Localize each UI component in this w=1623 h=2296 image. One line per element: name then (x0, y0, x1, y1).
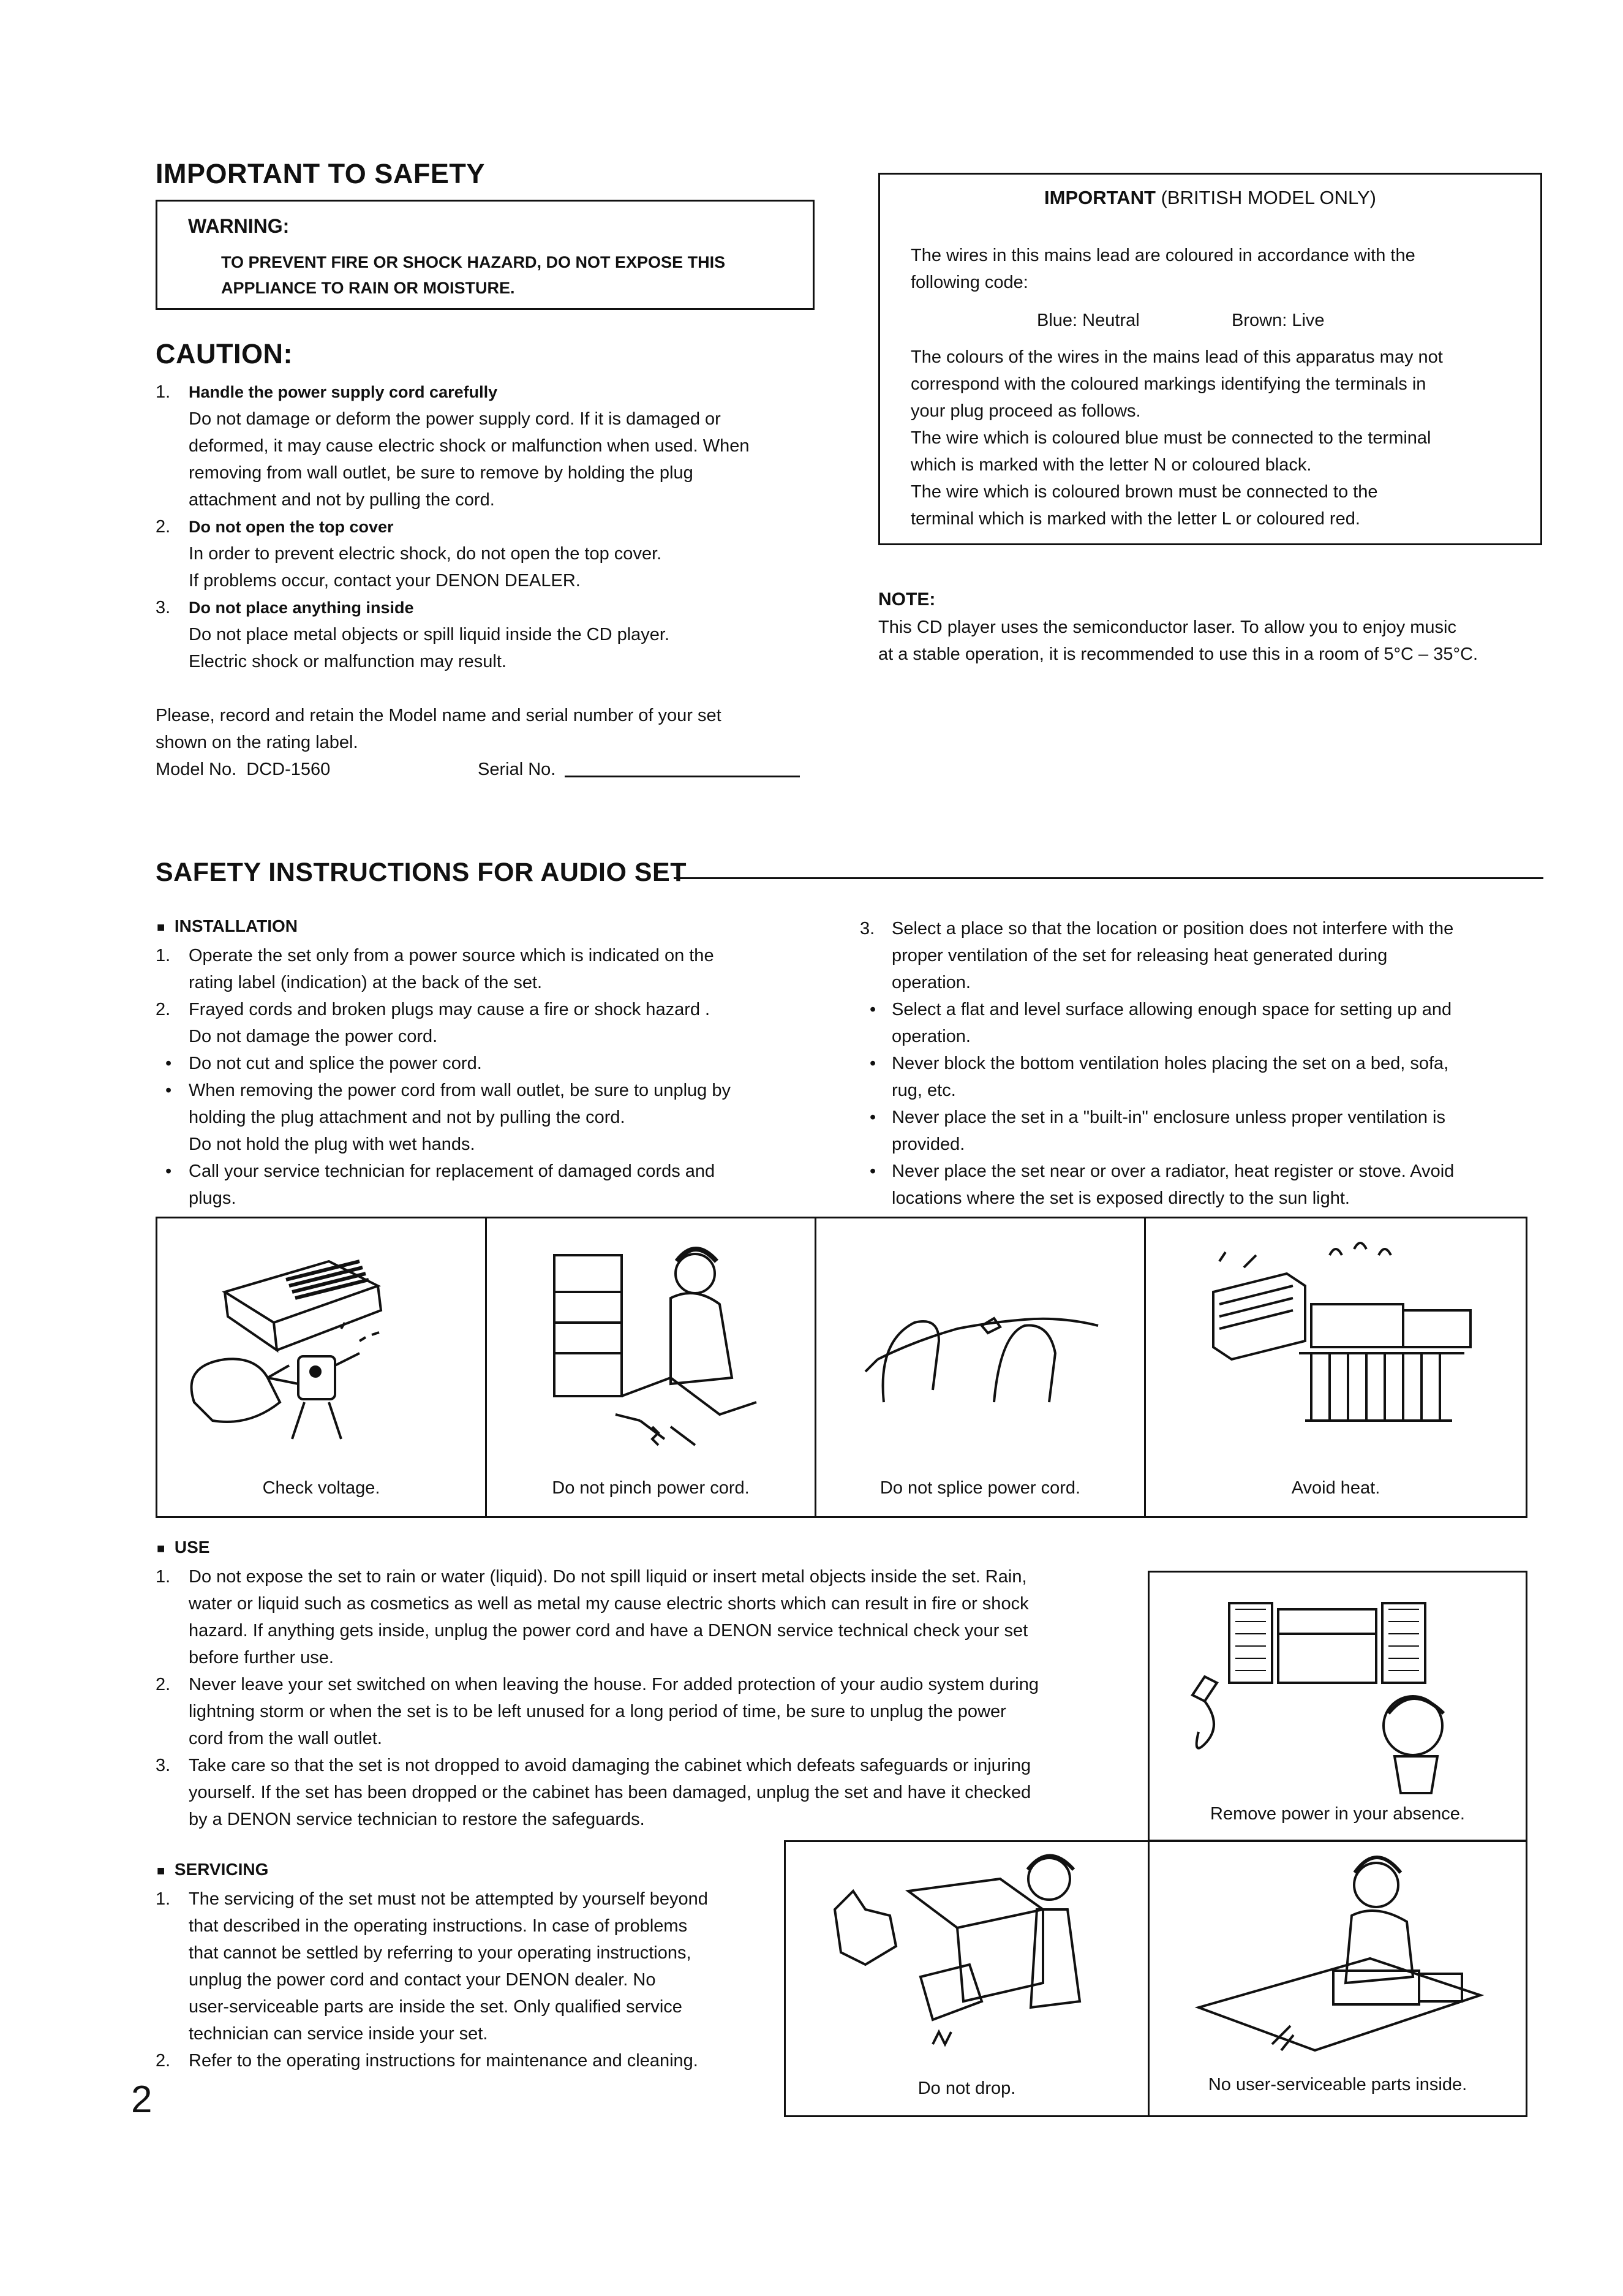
caption: Do not drop. (917, 2079, 1016, 2098)
use-list (156, 1563, 1135, 1833)
list-line: Frayed cords and broken plugs may cause a fire or shock hazard . (189, 1000, 710, 1019)
note-line: This CD player uses the semiconductor laser. To allow you to enjoy music (878, 617, 1457, 637)
list-mark: 1. (156, 1567, 171, 1587)
no-user-serviceable-illustration (1150, 1842, 1523, 2075)
list-item (860, 996, 1543, 1050)
warning-text-line-1: TO PREVENT FIRE OR SHOCK HAZARD, DO NOT EXPOSE THIS (221, 253, 726, 271)
list-line: locations where the set is exposed directly to the sun light. (892, 1188, 1350, 1208)
list-line: yourself. If the set has been dropped or the cabinet has been damaged, unplug the set and have it checked (189, 1783, 1031, 1802)
note-label: NOTE: (878, 589, 936, 610)
servicing-label-text: SERVICING (174, 1860, 269, 1879)
servicing-label (157, 1860, 268, 1879)
list-item (156, 1563, 1135, 1671)
list-mark: 3. (156, 1756, 171, 1775)
installation-left-list (156, 942, 815, 1212)
list-item (860, 915, 1543, 996)
list-mark: 3. (860, 919, 875, 938)
caution-item-title: Do not place anything inside (189, 599, 414, 617)
caution-item-text: Electric shock or malfunction may result. (189, 652, 506, 671)
list-line: by a DENON service technician to restore the safeguards. (189, 1810, 645, 1829)
caption: Remove power in your absence. (1210, 1804, 1465, 1824)
list-line: plugs. (189, 1188, 236, 1208)
list-mark: 2. (156, 1675, 171, 1694)
list-line: Select a flat and level surface allowing enough space for setting up and (892, 1000, 1452, 1019)
wire-code-brown: Brown: Live (1232, 311, 1325, 330)
list-line: When removing the power cord from wall outlet, be sure to unplug by (189, 1081, 731, 1100)
british-heading-rest: (BRITISH MODEL ONLY) (1161, 187, 1376, 208)
list-mark: • (165, 1161, 172, 1181)
record-line: Please, record and retain the Model name and serial number of your set (156, 706, 721, 725)
list-line: Do not expose the set to rain or water (liquid). Do not spill liquid or insert metal objects inside the set. Rain, (189, 1567, 1027, 1587)
list-mark: • (870, 1054, 876, 1073)
list-line: before further use. (189, 1648, 334, 1667)
british-body-line: The wire which is coloured blue must be connected to the terminal (911, 428, 1431, 448)
list-line: water or liquid such as cosmetics as well as metal my cause electric shorts which can result in fire or shock (189, 1594, 1029, 1614)
panel-do-not-pinch (487, 1218, 816, 1516)
list-line: cord from the wall outlet. (189, 1729, 382, 1748)
list-item (156, 2047, 768, 2074)
list-mark: • (165, 1054, 172, 1073)
page-number: 2 (131, 2079, 153, 2121)
list-item (156, 1671, 1135, 1752)
list-line: hazard. If anything gets inside, unplug the power cord and have a DENON service technical check your set (189, 1621, 1028, 1641)
list-line: unplug the power cord and contact your DENON dealer. No (189, 1970, 656, 1990)
caption: Do not pinch power cord. (552, 1478, 750, 1498)
caution-item-text: removing from wall outlet, be sure to remove by holding the plug (189, 463, 693, 483)
square-bullet-icon: ■ (157, 920, 165, 935)
installation-right-list (860, 915, 1543, 1212)
list-item (860, 1050, 1543, 1104)
list-line: holding the plug attachment and not by pulling the cord. (189, 1108, 625, 1127)
list-line: Operate the set only from a power source which is indicated on the (189, 946, 714, 965)
list-line: rating label (indication) at the back of the set. (189, 973, 543, 992)
list-line: that cannot be settled by referring to your operating instructions, (189, 1943, 691, 1963)
list-line: Never place the set in a "built-in" enclosure unless proper ventilation is (892, 1108, 1445, 1127)
illustration-strip (156, 1217, 1527, 1518)
list-mark: 1. (156, 946, 171, 965)
servicing-illustrations (784, 1840, 1527, 2117)
caution-item-number: 3. (156, 598, 171, 617)
list-line: technician can service inside your set. (189, 2024, 488, 2044)
list-item (156, 996, 815, 1050)
caution-item-number: 1. (156, 382, 171, 402)
caution-heading: CAUTION: (156, 338, 293, 369)
panel-do-not-splice (816, 1218, 1146, 1516)
list-line: Never leave your set switched on when leaving the house. For added protection of your audio system during (189, 1675, 1039, 1694)
british-body (911, 344, 1443, 532)
list-line: user-serviceable parts are inside the set. Only qualified service (189, 1997, 682, 2017)
list-mark: 1. (156, 1889, 171, 1909)
record-instructions (156, 702, 815, 756)
british-body-line: The wire which is coloured brown must be connected to the (911, 482, 1378, 502)
list-mark: 2. (156, 1000, 171, 1019)
caution-item-text: deformed, it may cause electric shock or malfunction when used. When (189, 436, 750, 456)
remove-power-illustration (1150, 1573, 1526, 1805)
list-line: that described in the operating instructions. In case of problems (189, 1916, 688, 1936)
list-item (156, 1886, 768, 2047)
list-mark: • (165, 1081, 172, 1100)
caution-item-text: In order to prevent electric shock, do not open the top cover. (189, 544, 662, 564)
british-intro (911, 242, 1415, 296)
panel-check-voltage (157, 1218, 487, 1516)
list-item (156, 942, 815, 996)
list-item (156, 1077, 815, 1158)
use-label (157, 1538, 209, 1557)
model-number: Model No. DCD-1560 (156, 760, 331, 779)
list-line: Select a place so that the location or position does not interfere with the (892, 919, 1454, 938)
list-line: The servicing of the set must not be attempted by yourself beyond (189, 1889, 708, 1909)
british-intro-line: The wires in this mains lead are coloured in accordance with the (911, 246, 1415, 265)
servicing-list (156, 1886, 768, 2074)
british-model-heading (880, 187, 1540, 209)
installation-label (157, 916, 298, 936)
list-line: provided. (892, 1135, 965, 1154)
caution-item-text: Do not place metal objects or spill liquid inside the CD player. (189, 625, 670, 644)
list-item (860, 1104, 1543, 1158)
caption: Avoid heat. (1291, 1478, 1380, 1498)
caution-item-number: 2. (156, 517, 171, 537)
list-line: operation. (892, 1027, 971, 1046)
list-item (156, 1050, 815, 1077)
list-item (156, 1752, 1135, 1833)
square-bullet-icon: ■ (157, 1541, 165, 1556)
list-line: lightning storm or when the set is to be left unused for a long period of time, be sure to unplug the power (189, 1702, 1006, 1721)
list-line: Call your service technician for replacement of damaged cords and (189, 1161, 715, 1181)
list-line: Take care so that the set is not dropped to avoid damaging the cabinet which defeats safeguards or injuring (189, 1756, 1031, 1775)
british-heading-bold: IMPORTANT (1044, 187, 1156, 208)
list-mark: • (870, 1161, 876, 1181)
caption: Check voltage. (262, 1478, 380, 1498)
caption: No user-serviceable parts inside. (1208, 2075, 1467, 2094)
do-not-pinch-illustration (487, 1218, 815, 1476)
british-body-line: correspond with the coloured markings identifying the terminals in (911, 374, 1426, 394)
wire-code-blue: Blue: Neutral (1037, 311, 1140, 330)
safety-instructions-heading: SAFETY INSTRUCTIONS FOR AUDIO SET (156, 858, 687, 887)
british-body-line: which is marked with the letter N or coloured black. (911, 455, 1312, 475)
do-not-splice-illustration (816, 1218, 1145, 1476)
note-text (878, 614, 1478, 668)
record-line: shown on the rating label. (156, 733, 358, 752)
use-label-text: USE (174, 1538, 210, 1557)
british-body-line: The colours of the wires in the mains lead of this apparatus may not (911, 347, 1443, 367)
square-bullet-icon: ■ (157, 1863, 165, 1878)
panel-no-user-serviceable (1150, 1842, 1526, 2115)
list-line: operation. (892, 973, 971, 992)
warning-label: WARNING: (188, 215, 290, 237)
warning-box (156, 200, 815, 310)
list-line: Do not damage the power cord. (189, 1027, 438, 1046)
serial-number-blank-line (565, 776, 800, 777)
caution-item-title: Do not open the top cover (189, 518, 394, 536)
list-item (156, 1158, 815, 1212)
panel-avoid-heat (1146, 1218, 1526, 1516)
list-line: Do not hold the plug with wet hands. (189, 1135, 475, 1154)
serial-number-label: Serial No. (478, 760, 556, 779)
list-mark: • (870, 1108, 876, 1127)
caution-item-title: Handle the power supply cord carefully (189, 383, 498, 401)
installation-label-text: INSTALLATION (174, 916, 298, 935)
caption: Do not splice power cord. (879, 1478, 1081, 1498)
british-body-line: your plug proceed as follows. (911, 401, 1141, 421)
list-line: Do not cut and splice the power cord. (189, 1054, 482, 1073)
list-line: Refer to the operating instructions for maintenance and cleaning. (189, 2051, 698, 2071)
check-voltage-illustration (157, 1218, 486, 1476)
british-body-line: terminal which is marked with the letter L or coloured red. (911, 509, 1360, 529)
list-line: rug, etc. (892, 1081, 956, 1100)
avoid-heat-illustration (1146, 1218, 1526, 1476)
caution-item-text: If problems occur, contact your DENON DEALER. (189, 571, 581, 591)
british-intro-line: following code: (911, 273, 1028, 292)
list-mark: • (870, 1000, 876, 1019)
list-item (860, 1158, 1543, 1212)
caution-item-text: Do not damage or deform the power supply cord. If it is damaged or (189, 409, 721, 429)
list-mark: 2. (156, 2051, 171, 2071)
important-safety-heading: IMPORTANT TO SAFETY (156, 158, 485, 189)
note-line: at a stable operation, it is recommended to use this in a room of 5°C – 35°C. (878, 644, 1478, 664)
list-line: Never block the bottom ventilation holes placing the set on a bed, sofa, (892, 1054, 1449, 1073)
caution-item-text: attachment and not by pulling the cord. (189, 490, 495, 510)
list-line: proper ventilation of the set for releasing heat generated during (892, 946, 1388, 965)
warning-text-line-2: APPLIANCE TO RAIN OR MOISTURE. (221, 279, 515, 297)
list-line: Never place the set near or over a radiator, heat register or stove. Avoid (892, 1161, 1455, 1181)
panel-do-not-drop (786, 1842, 1150, 2115)
do-not-drop-illustration (786, 1842, 1147, 2075)
heading-rule (674, 877, 1543, 879)
remove-power-box (1148, 1571, 1527, 1841)
british-model-box (878, 173, 1542, 545)
